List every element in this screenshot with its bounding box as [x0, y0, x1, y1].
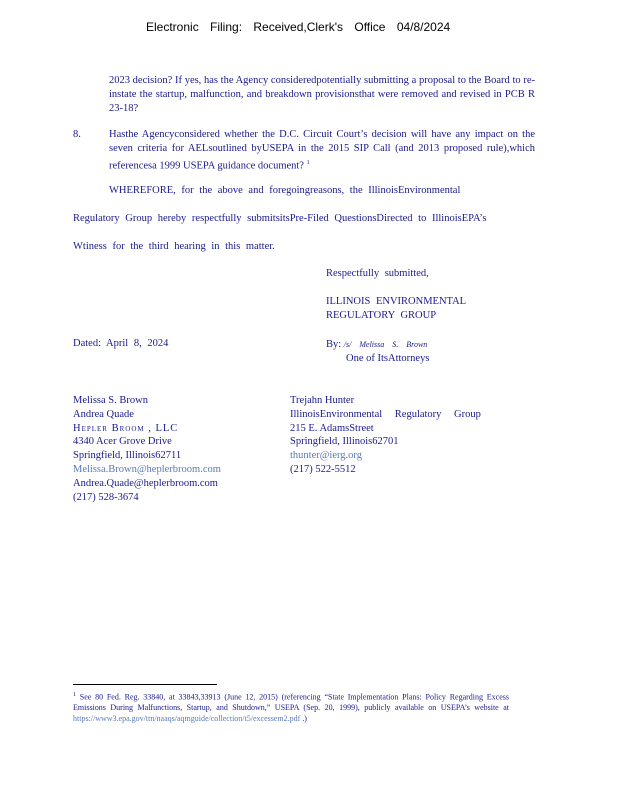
contact-name: Trejahn Hunter: [290, 395, 355, 406]
footnote-close: .): [302, 713, 307, 723]
org-name-line-2: REGULATORY GROUP: [326, 310, 437, 321]
left-city-address: Springfield, Illinois62711: [73, 450, 182, 462]
electronic-signature: /s/ Melissa S. Brown: [343, 340, 428, 349]
footnote-1: [73, 690, 509, 724]
footnote-divider: [73, 684, 217, 685]
footnote-reference[interactable]: 1: [306, 160, 310, 166]
email-link-andrea[interactable]: Andrea.Quade@heplerbroom.com: [73, 477, 218, 489]
right-street-address: 215 E. AdamsStreet: [290, 422, 374, 434]
wherefore-line-1: WHEREFORE, for the above and foregoingreasons, the IllinoisEnvironmental: [109, 185, 461, 196]
attorney-name-1: Melissa S. Brown: [73, 395, 148, 406]
signature-by-label: By:: [326, 339, 342, 350]
footnote-url-link[interactable]: https://www3.epa.gov/ttn/naaqs/aqmguide/collection/t5/excessem2.pdf: [73, 713, 301, 723]
right-contact-block: [290, 394, 481, 477]
filing-header: Electronic Filing: Received,Clerk's Office 04/8/2024: [146, 20, 451, 34]
question-8-text: Hasthe Agencyconsidered whether the D.C. Circuit Court’s decision will have any impact on the seven criteria for AELsoutlined byUSEPA in the 2015 SIP Call (and 2013 proposed rule),which referencesa 1999 USEPA guidance document? $^1$: [109, 129, 535, 172]
right-city-address: Springfield, Illinois62701: [290, 436, 399, 448]
wherefore-line-2: Regulatory Group hereby respectfully submitsitsPre-Filed QuestionsDirected to IllinoisEPA’s: [73, 213, 487, 224]
contact-organization: IllinoisEnvironmental Regulatory Group: [290, 408, 481, 420]
left-contact-block: [73, 394, 221, 504]
attorney-name-2: Andrea Quade: [73, 408, 134, 420]
email-link-trejahn[interactable]: thunter@ierg.org: [290, 450, 362, 462]
left-street-address: 4340 Acer Grove Drive: [73, 436, 172, 448]
right-phone: (217) 522-5512: [290, 463, 356, 475]
signature-block: [326, 338, 429, 365]
wherefore-line-3: Wtiness for the third hearing in this matter.: [73, 241, 275, 252]
footnote-text: See 80 Fed. Reg. 33840, at 33843,33913 (June 12, 2015) (referencing “State Implementation Plans: Policy Regarding Excess Emissions During Malfunctions, Startup, and Shutdown,” USEPA (Sep. 20, 1999), publicly available on USEPA’s website at: [73, 692, 509, 713]
email-link-melissa[interactable]: Melissa.Brown@heplerbroom.com: [73, 463, 221, 475]
respectfully-submitted: Respectfully submitted,: [326, 268, 429, 279]
question-8-number: 8.: [73, 129, 81, 140]
dated-line: Dated: April 8, 2024: [73, 338, 169, 349]
question-continued-paragraph: 2023 decision? If yes, has the Agency consideredpotentially submitting a proposal to the Board to re-instate the startup, malfunction, and breakdown provisionsthat were removed and revised in PCB R 23-18?: [109, 75, 535, 114]
left-phone: (217) 528-3674: [73, 491, 139, 503]
org-name-line-1: ILLINOIS ENVIRONMENTAL: [326, 296, 467, 307]
law-firm-name: Hepler Broom , LLC: [73, 422, 179, 434]
signature-title: One of ItsAttorneys: [346, 352, 430, 364]
footnote-mark: 1: [73, 692, 76, 698]
